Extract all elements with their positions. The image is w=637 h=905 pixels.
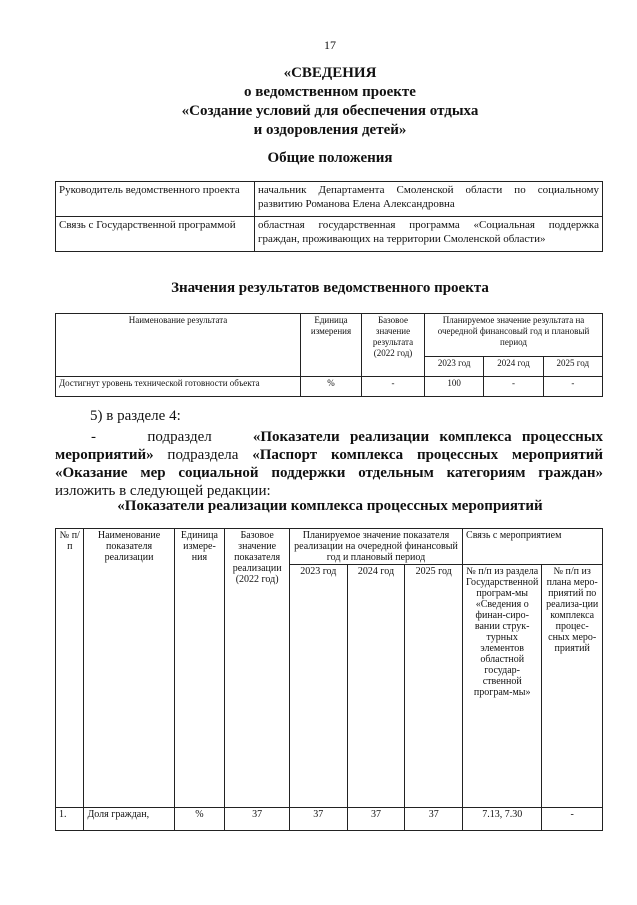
results-title: Значения результатов ведомственного проекта (171, 280, 489, 296)
header-line-4: и оздоровления детей» (253, 122, 407, 138)
results-row-2023: 100 (425, 377, 484, 397)
paragraph-text-3: изложить в следующей редакции: (55, 483, 271, 499)
ind-header-link: Связь с мероприятием (463, 529, 603, 565)
header-line-1: «СВЕДЕНИЯ (283, 65, 377, 81)
table-row (56, 182, 603, 217)
ind-header-unit: Единица измере-ния (174, 529, 225, 808)
results-row-2025: - (543, 377, 602, 397)
table-row (56, 808, 603, 831)
ind-row-base: 37 (225, 808, 290, 831)
results-header-base: Базовое значение результата (2022 год) (362, 314, 425, 377)
table-row (56, 377, 603, 397)
table-row (56, 529, 603, 565)
amendment-paragraph (55, 428, 603, 500)
paragraph-bold-2: «Паспорт комплекса процессных мероприятий «Оказание мер социальной поддержки отдельным категориям граждан» (55, 447, 603, 481)
ind-header-link2: № п/п из плана меро-приятий по реализа-ции комплекса процес-сных меро-приятий (542, 565, 603, 808)
ind-row-num: 1. (56, 808, 84, 831)
general-label-leader: Руководитель ведомственного проекта (56, 182, 255, 217)
ind-row-link1: 7.13, 7.30 (463, 808, 542, 831)
ind-header-2025: 2025 год (405, 565, 463, 808)
results-row-base: - (362, 377, 425, 397)
paragraph-text-1: подраздел (147, 429, 212, 445)
results-header-2024: 2024 год (484, 357, 543, 377)
results-header-2023: 2023 год (425, 357, 484, 377)
results-row-name: Достигнут уровень технической готовности объекта (56, 377, 301, 397)
ind-row-unit: % (174, 808, 225, 831)
results-row-2024: - (484, 377, 543, 397)
paragraph-dash: - (91, 429, 96, 445)
ind-header-2023: 2023 год (289, 565, 347, 808)
ind-row-2024: 37 (347, 808, 405, 831)
table-row (56, 314, 603, 357)
results-header-2025: 2025 год (543, 357, 602, 377)
ind-header-num: № п/п (56, 529, 84, 808)
ind-row-name: Доля граждан, (84, 808, 174, 831)
indicators-table (55, 528, 603, 831)
ind-header-link1: № п/п из раздела Государственной програм-мы «Сведения о финан-сиро-вании струк-турных элементов областной государ-ственной програм-мы» (463, 565, 542, 808)
general-value-leader: начальник Департамента Смоленской области по социальному развитию Романова Елена Александровна (255, 182, 603, 217)
table-row (56, 217, 603, 252)
ind-header-2024: 2024 год (347, 565, 405, 808)
paragraph-bold-1: «Показатели реализации комплекса процессных мероприятий» (55, 429, 603, 463)
ind-header-name: Наименование показателя реализации (84, 529, 174, 808)
results-table (55, 313, 603, 397)
general-title: Общие положения (267, 150, 393, 166)
document-header (100, 64, 560, 140)
ind-row-2023: 37 (289, 808, 347, 831)
paragraph-text-2: подраздела (153, 447, 253, 463)
general-value-program: областная государственная программа «Социальная поддержка граждан, проживающих на территории Смоленской области» (255, 217, 603, 252)
general-label-program: Связь с Государственной программой (56, 217, 255, 252)
ind-header-base: Базовое значение показателя реализации (2022 год) (225, 529, 290, 808)
header-line-2: о ведомственном проекте (244, 84, 416, 100)
results-row-unit: % (301, 377, 362, 397)
ind-row-link2: - (542, 808, 603, 831)
page-number: 17 (324, 38, 336, 52)
results-header-planned: Планируемое значение результата на очередной финансовый год и плановый период (425, 314, 603, 357)
results-header-unit: Единица измерения (301, 314, 362, 377)
general-table (55, 181, 603, 252)
header-line-3: «Создание условий для обеспечения отдыха (181, 103, 479, 119)
ind-row-2025: 37 (405, 808, 463, 831)
indicators-title: «Показатели реализации комплекса процессных мероприятий (117, 498, 543, 514)
results-header-name: Наименование результата (56, 314, 301, 377)
section-item: 5) в разделе 4: (90, 408, 181, 424)
ind-header-planned: Планируемое значение показателя реализации на очередной финансовый год и плановый период (289, 529, 462, 565)
